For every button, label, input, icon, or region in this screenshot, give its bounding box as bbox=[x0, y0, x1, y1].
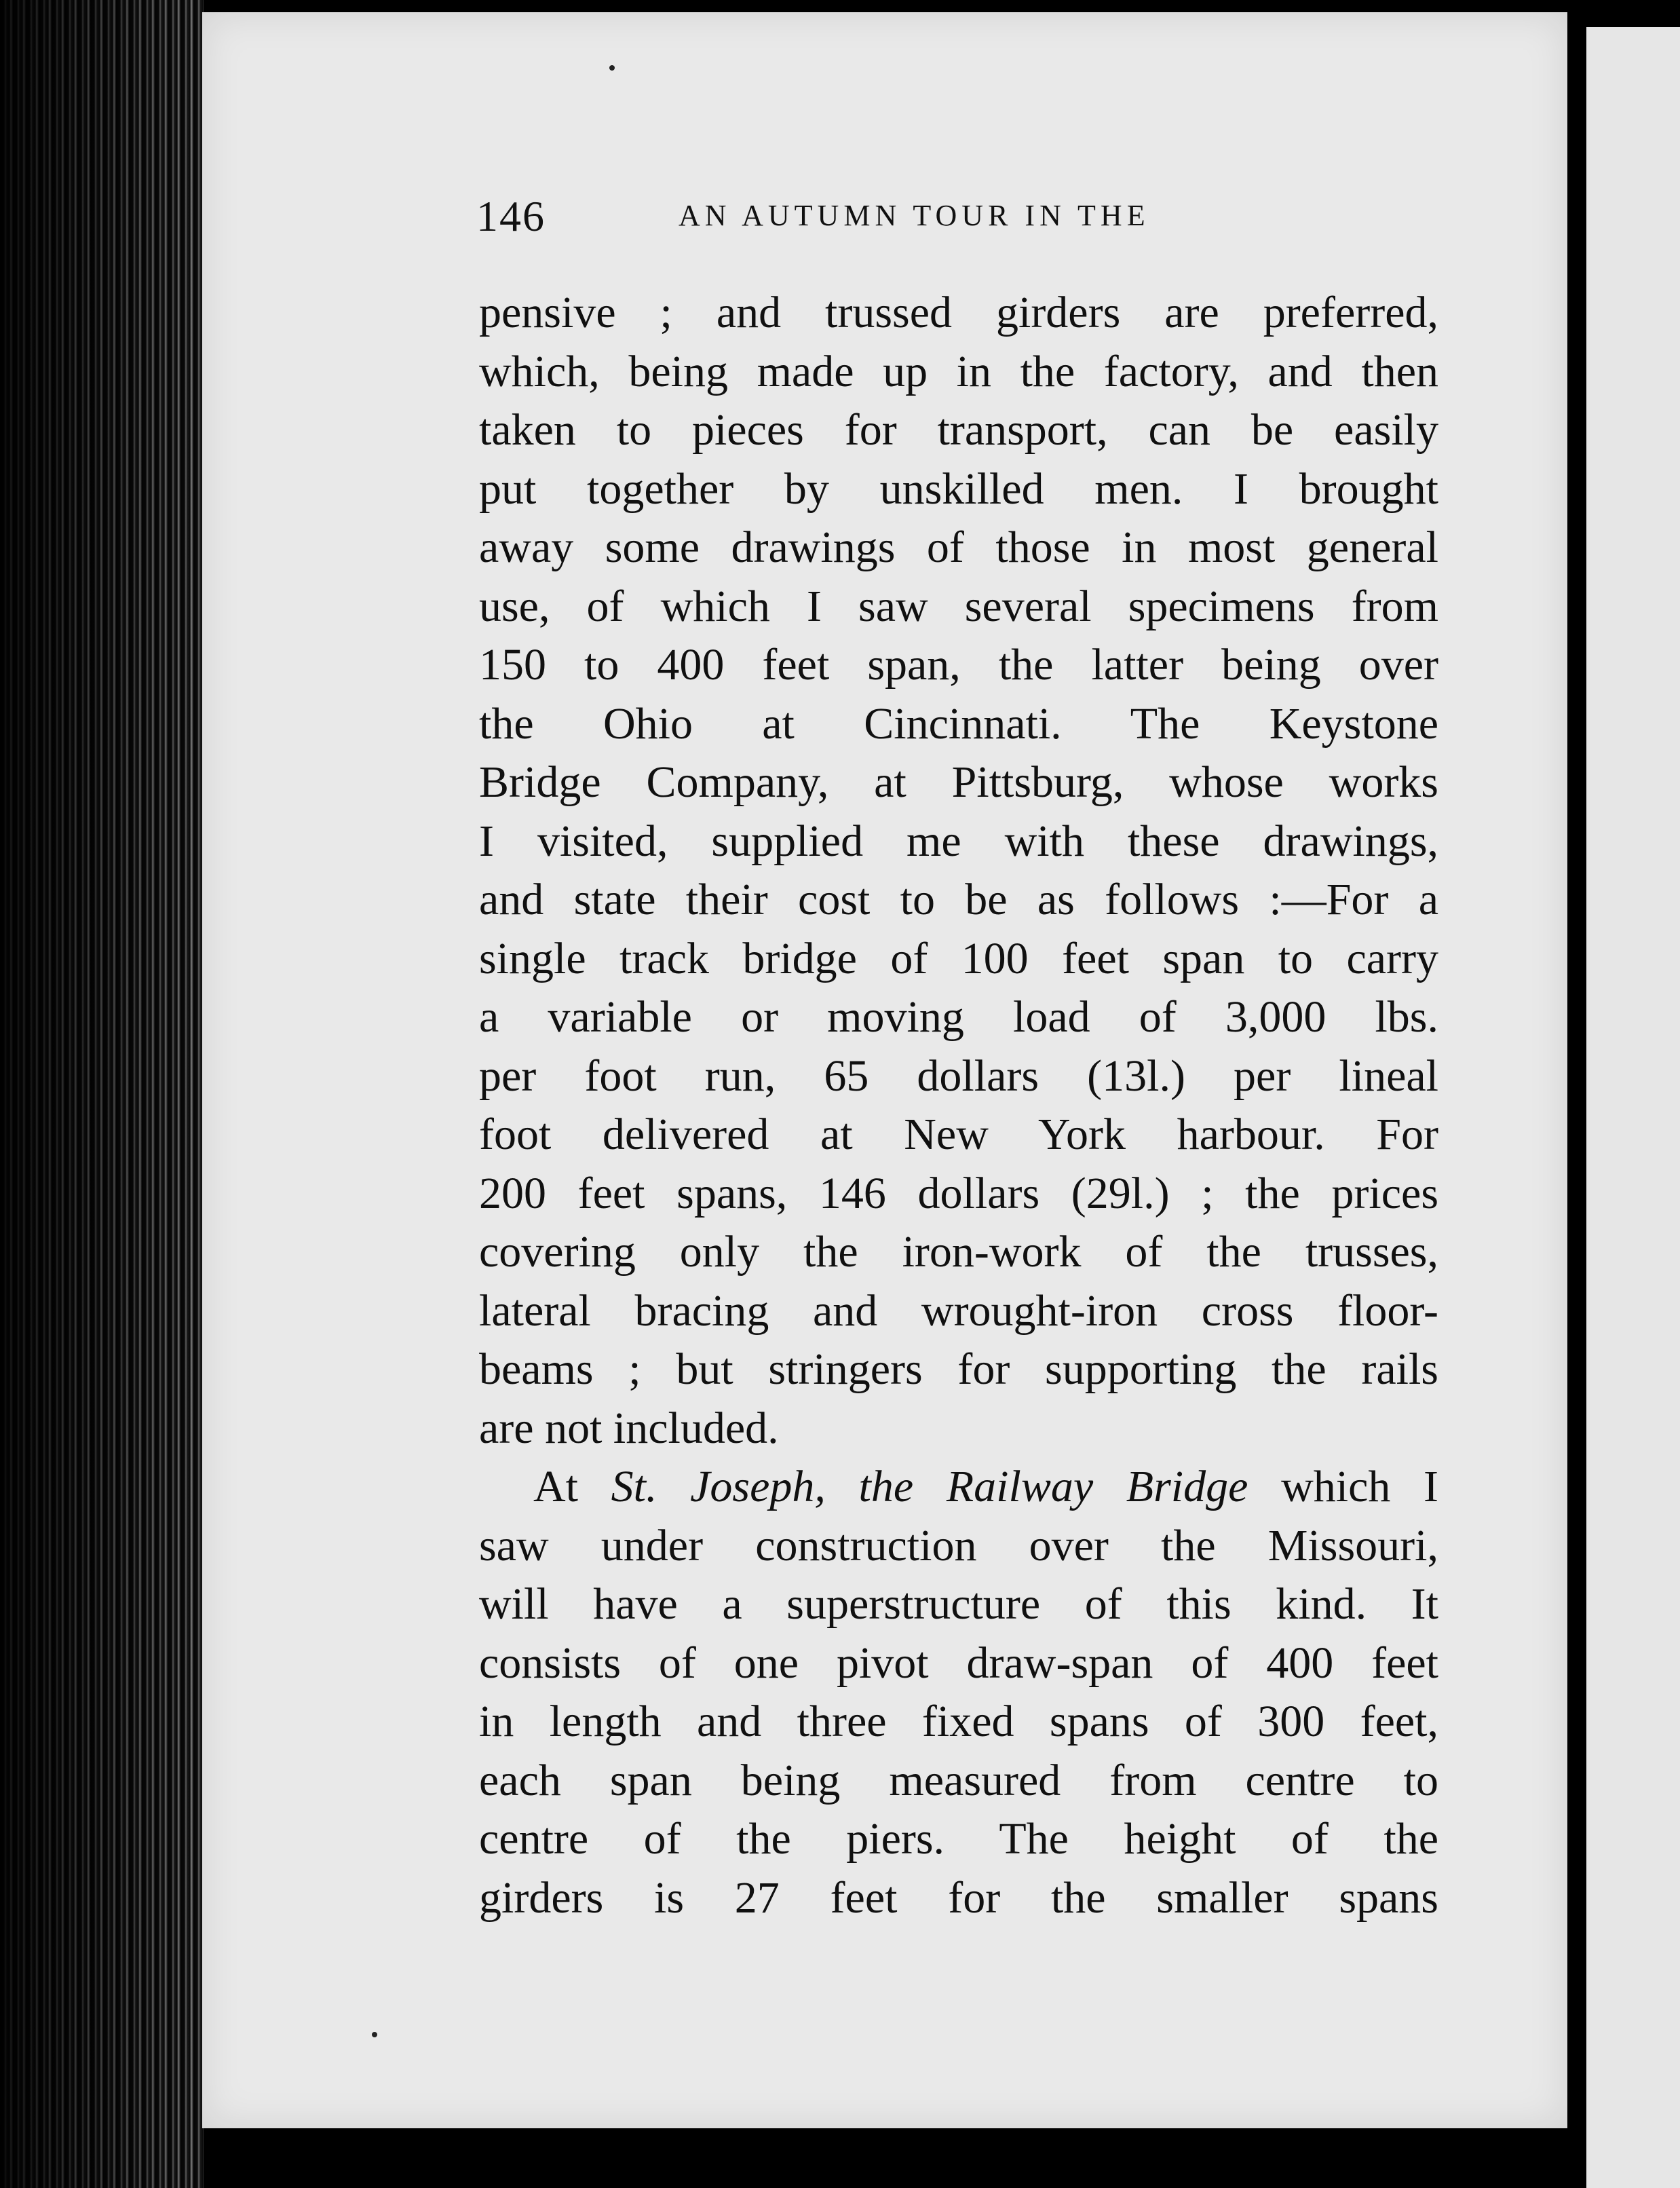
text-line: taken to pieces for transport, can be easily bbox=[479, 405, 1438, 455]
text-line: centre of the piers. The height of the bbox=[479, 1814, 1438, 1864]
text-line: are not included. bbox=[479, 1403, 779, 1453]
text-span: which I bbox=[1248, 1462, 1438, 1511]
text-line: and state their cost to be as follows :—For a bbox=[479, 875, 1438, 924]
text-line: girders is 27 feet for the smaller spans bbox=[479, 1872, 1438, 1923]
text-line: I visited, supplied me with these drawings, bbox=[479, 816, 1438, 866]
text-line: 150 to 400 feet span, the latter being over bbox=[479, 640, 1438, 690]
text-line: Bridge Company, at Pittsburg, whose works bbox=[479, 757, 1438, 807]
text-line: each span being measured from centre to bbox=[479, 1755, 1438, 1805]
text-line: in length and three fixed spans of 300 feet, bbox=[479, 1697, 1438, 1746]
text-span: At bbox=[533, 1462, 611, 1511]
text-line: consists of one pivot draw-span of 400 feet bbox=[479, 1638, 1438, 1688]
text-line: which, being made up in the factory, and then bbox=[479, 346, 1438, 396]
edge-shadow bbox=[0, 0, 204, 2188]
page-number: 146 bbox=[476, 192, 546, 240]
paper-speck bbox=[372, 2032, 377, 2037]
text-line: foot delivered at New York harbour. For bbox=[479, 1110, 1438, 1159]
facing-page-edge bbox=[1586, 27, 1680, 2188]
text-line: saw under construction over the Missouri, bbox=[479, 1520, 1438, 1570]
paragraph-first-line bbox=[479, 1458, 1438, 1517]
running-title: AN AUTUMN TOUR IN THE bbox=[679, 199, 1150, 232]
text-line: beams ; but stringers for supporting the rails bbox=[479, 1344, 1438, 1394]
body-text bbox=[479, 284, 1438, 1927]
paper-speck bbox=[609, 65, 615, 71]
italic-place-name: St. Joseph, the Railway Bridge bbox=[611, 1462, 1248, 1511]
text-line: lateral bracing and wrought-iron cross floor- bbox=[479, 1285, 1438, 1336]
text-line: per foot run, 65 dollars (13l.) per lineal bbox=[479, 1051, 1438, 1101]
text-line: the Ohio at Cincinnati. The Keystone bbox=[479, 698, 1438, 749]
text-line: a variable or moving load of 3,000 lbs. bbox=[479, 992, 1438, 1042]
text-line: away some drawings of those in most general bbox=[479, 523, 1438, 572]
text-line: will have a superstructure of this kind. It bbox=[479, 1579, 1438, 1629]
text-line: use, of which I saw several specimens from bbox=[479, 581, 1438, 631]
text-line: single track bridge of 100 feet span to carry bbox=[479, 933, 1438, 983]
running-header bbox=[476, 191, 1440, 246]
text-line: pensive ; and trussed girders are preferred, bbox=[479, 288, 1438, 337]
text-line: put together by unskilled men. I brought bbox=[479, 464, 1438, 514]
book-gutter bbox=[1567, 0, 1586, 2188]
text-line: 200 feet spans, 146 dollars (29l.) ; the prices bbox=[479, 1168, 1438, 1218]
text-line: covering only the iron-work of the trusses, bbox=[479, 1227, 1438, 1277]
